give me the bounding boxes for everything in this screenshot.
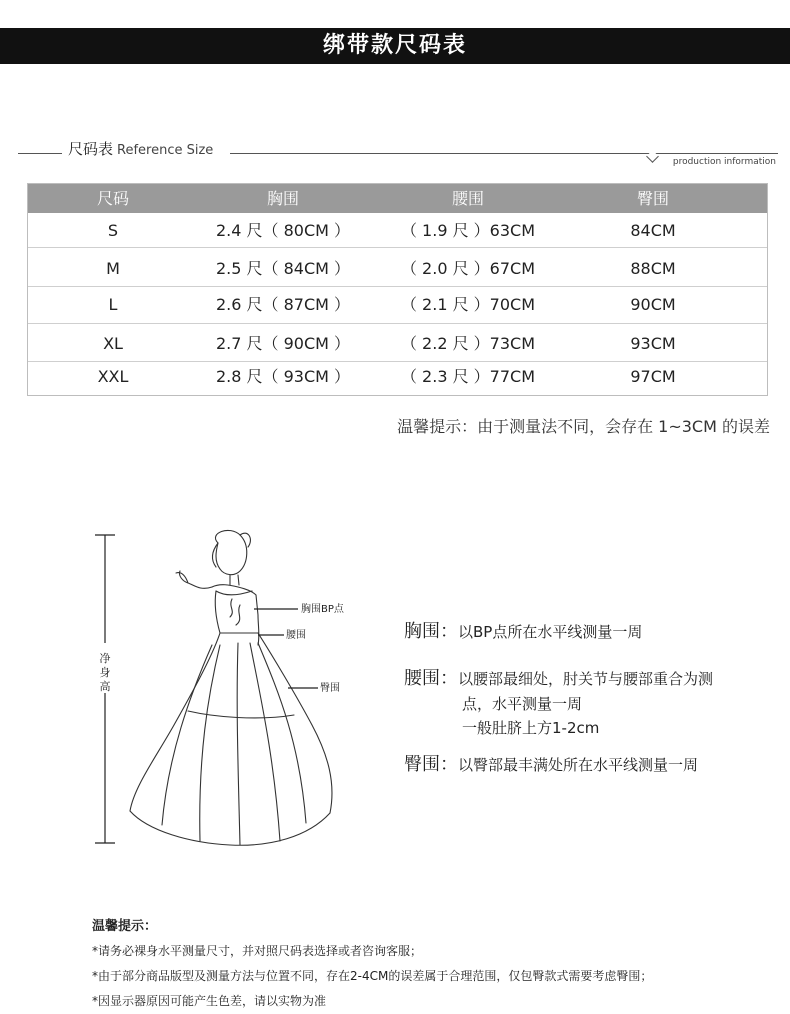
cell-bust: 2.5 尺（ 84CM ）	[215, 259, 351, 278]
bust-description	[404, 620, 642, 644]
reference-title-cn: 尺码表	[68, 140, 114, 158]
height-label-3: 高	[99, 680, 111, 693]
waist-label: 腰围	[286, 630, 306, 641]
hip-text: 以臀部最丰满处所在水平线测量一周	[458, 756, 699, 774]
table-row	[28, 248, 767, 287]
cell-waist: （ 2.1 尺 ）70CM	[400, 295, 536, 314]
notes-section	[92, 914, 652, 1014]
cell-hip: 90CM	[630, 295, 676, 314]
cell-hip: 84CM	[630, 221, 676, 240]
production-information: production information	[672, 157, 776, 167]
bust-text: 以BP点所在水平线测量一周	[458, 623, 643, 641]
cell-bust: 2.6 尺（ 87CM ）	[215, 295, 351, 314]
cell-bust: 2.7 尺（ 90CM ）	[215, 334, 351, 353]
cell-size: L	[108, 295, 118, 314]
table-row	[28, 324, 767, 362]
table-row	[28, 287, 767, 324]
cell-size: M	[106, 259, 120, 278]
size-table	[27, 183, 768, 396]
divider-left	[18, 153, 62, 154]
cell-bust: 2.8 尺（ 93CM ）	[215, 367, 351, 386]
waist-description	[404, 667, 713, 691]
cell-hip: 97CM	[630, 367, 676, 386]
waist-term: 腰围：	[404, 668, 458, 689]
hip-label: 臀围	[320, 683, 340, 694]
divider-right	[230, 153, 778, 154]
hip-term: 臀围：	[404, 754, 458, 775]
waist-line-3: 一般肚脐上方1-2cm	[462, 719, 600, 737]
measure-pointers	[254, 609, 318, 688]
cell-waist: （ 2.2 尺 ）73CM	[400, 334, 536, 353]
cell-bust: 2.4 尺（ 80CM ）	[215, 221, 351, 240]
cell-size: XXL	[97, 367, 129, 386]
cell-waist: （ 2.0 尺 ）67CM	[400, 259, 536, 278]
cell-hip: 93CM	[630, 334, 676, 353]
cell-size: S	[107, 221, 119, 240]
reference-title	[68, 138, 213, 159]
header-waist: 腰围	[451, 189, 484, 208]
header-hip: 臀围	[636, 189, 669, 208]
height-label-1: 净	[99, 652, 111, 665]
cell-hip: 88CM	[630, 259, 676, 278]
table-row	[28, 213, 767, 248]
measurement-tip: 温馨提示：由于测量法不同，会存在 1~3CM 的误差	[397, 417, 770, 436]
height-label-2: 身	[99, 666, 111, 679]
header-bust: 胸围	[266, 189, 299, 208]
header-size: 尺码	[96, 189, 129, 208]
bust-term: 胸围：	[404, 621, 458, 642]
notes-title: 温馨提示：	[92, 919, 158, 934]
banner-title: 绑带款尺码表	[0, 28, 790, 64]
cell-waist: （ 2.3 尺 ）77CM	[400, 367, 536, 386]
table-header	[28, 184, 767, 213]
note-item: *请务必裸身水平测量尺寸，并对照尺码表选择或者咨询客服；	[92, 944, 423, 958]
waist-line-2: 点，水平测量一周	[462, 695, 583, 713]
note-item: *由于部分商品版型及测量方法与位置不同，存在2-4CM的误差属于合理范围，仅包臀款式需要考虑臀围；	[92, 969, 653, 983]
hip-description	[404, 753, 698, 777]
reference-title-en: Reference Size	[117, 143, 214, 158]
bust-bp-label: 胸围BP点	[301, 604, 344, 615]
waist-line-1: 以腰部最细处，肘关节与腰部重合为测	[458, 670, 714, 688]
cell-waist: （ 1.9 尺 ）63CM	[400, 221, 536, 240]
dress-figure-illustration	[90, 525, 380, 865]
note-item: *因显示器原因可能产生色差，请以实物为准	[92, 994, 327, 1008]
cell-size: XL	[103, 334, 123, 353]
table-row	[28, 362, 767, 395]
